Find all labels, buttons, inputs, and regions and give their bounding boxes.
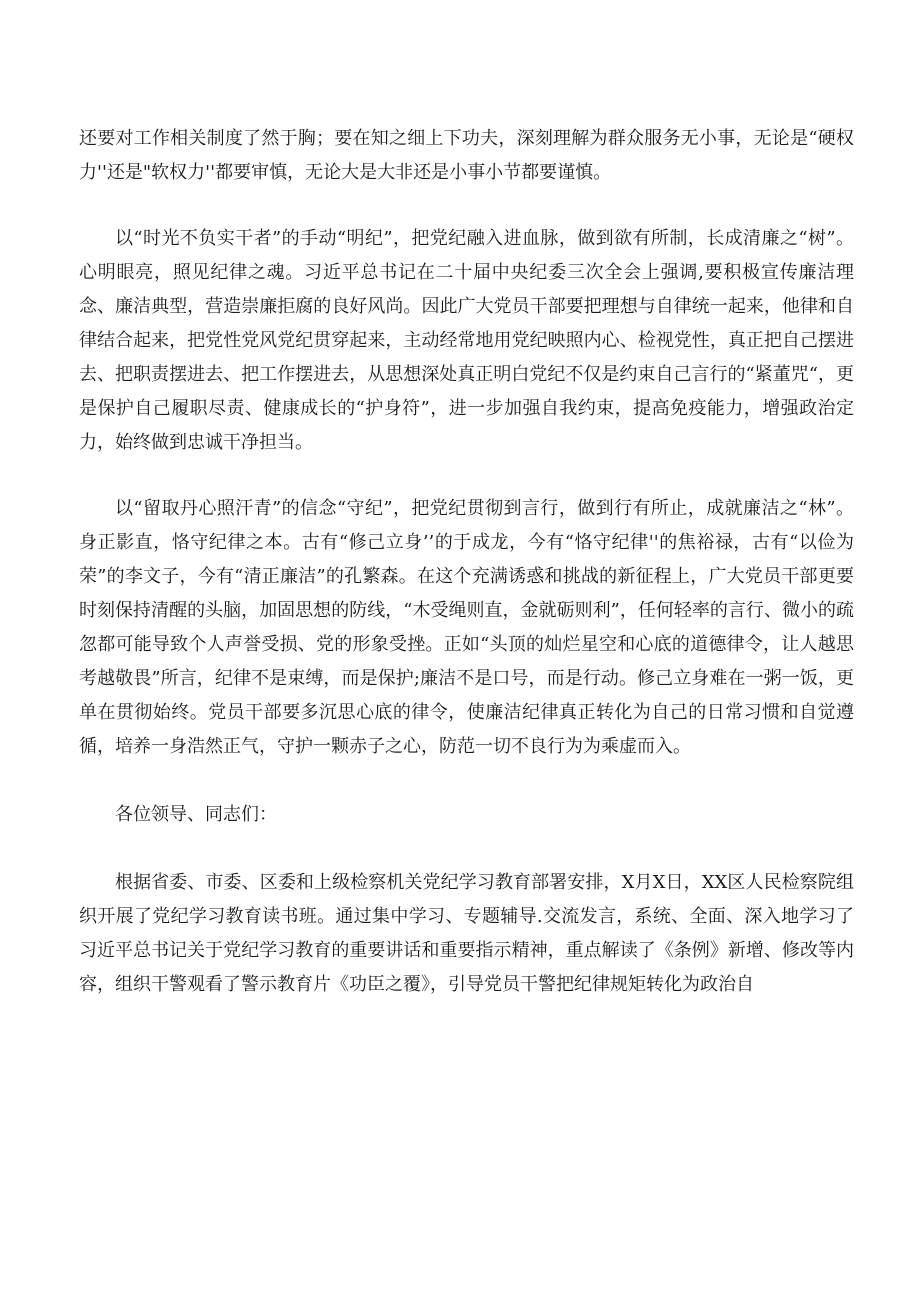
paragraph-shouji: 以“留取丹心照汗青”的信念“守纪”，把党纪贯彻到言行，做到行有所止，成就廉洁之“林”。身正影直，恪守纪律之本。古有“修己立身’’的于成龙，今有“恪守纪律''的焦裕禄，古有“以俭为荣”的李文子，今有“清正廉洁”的孔繁森。在这个充满诱惑和挑战的新征程上，广大党员干部更要时刻保持清醒的头脑，加固思想的防线，“木受绳则直，金就砺则利”，任何轻率的言行、微小的疏忽都可能导致个人声誉受损、党的形象受挫。正如“头顶的灿烂星空和心底的道德律令，让人越思考越敬畏”所言，纪律不是束缚，而是保护;廉洁不是口号，而是行动。修己立身难在一粥一饭，更单在贯彻始终。党员干部要多沉思心底的律令，使廉洁纪律真正转化为自己的日常习惯和自觉遵循，培养一身浩然正气，守护一颗赤子之心，防范一切不良行为为乘虚而入。: [79, 498, 854, 757]
salutation: 各位领导、同志们：: [115, 804, 277, 825]
document-body: [79, 122, 854, 1002]
paragraph-mingji: 以“时光不负实干者”的手动“明纪”，把党纪融入进血脉，做到欲有所制，长成清廉之“树”。心明眼亮，照见纪律之魂。习近平总书记在二十届中央纪委三次全会上强调,要积极宣传廉洁理念、廉洁典型，营造崇廉拒腐的良好风尚。因此广大党员干部要把理想与自律统一起来，他律和自律结合起来，把党性党风党纪贯穿起来，主动经常地用党纪映照内心、检视党性，真正把自己摆进去、把职责摆进去、把工作摆进去，从思想深处真正明白党纪不仅是约束自己言行的“紧董咒“，更是保护自己履职尽责、健康成长的“护身符”，进一步加强自我约束，提高免疫能力，增强政治定力，始终做到忠诚干净担当。: [79, 228, 854, 453]
paragraph-continuation: 还要对工作相关制度了然于胸；要在知之细上下功夫，深刻理解为群众服务无小事，无论是“硬权力''还是"软权力''都要审慎，无论大是大非还是小事小节都要谨慎。: [79, 128, 854, 183]
paragraph-reading-class: 根据省委、市委、区委和上级检察机关党纪学习教育部署安排，X月X日，XX区人民检察院组织开展了党纪学习教育读书班。通过集中学习、专题辅导.交流发言，系统、全面、深入地学习了习近平总书记关于党纪学习教育的重要讲话和重要指示精神，重点解读了《条例》新增、修改等内容，组织干警观看了警示教育片《功臣之覆》，引导党员干警把纪律规矩转化为政治自: [79, 872, 854, 995]
